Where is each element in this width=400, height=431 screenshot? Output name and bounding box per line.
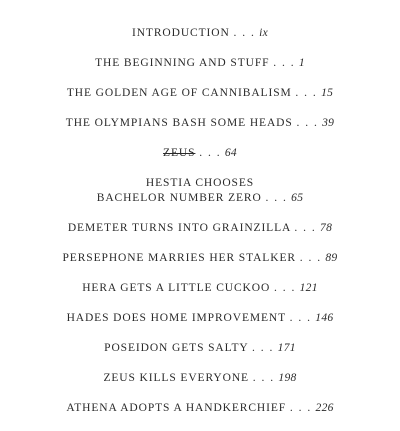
toc-entry-persephone — [0, 251, 400, 266]
toc-entry-hera — [0, 281, 400, 296]
toc-leader: . . . — [296, 117, 319, 129]
toc-page-number: 171 — [277, 342, 296, 354]
toc-entry-zeus-kills — [0, 371, 400, 386]
toc-entry-hestia — [0, 176, 400, 206]
toc-leader: . . . — [199, 147, 222, 159]
toc-entry-title: DEMETER TURNS INTO GRAINZILLA — [67, 222, 291, 234]
toc-leader: . . . — [265, 192, 288, 204]
toc-page-number: 1 — [298, 57, 305, 69]
toc-entry-title: ZEUS — [163, 147, 196, 159]
toc-page-number: 198 — [278, 372, 297, 384]
toc-entry-hades — [0, 311, 400, 326]
toc-entry-olympians — [0, 116, 400, 131]
toc-entry-title: PERSEPHONE MARRIES HER STALKER — [62, 252, 296, 264]
toc-leader: . . . — [289, 312, 312, 324]
toc-entry-zeus-struck — [0, 146, 400, 161]
toc-entry-title: THE OLYMPIANS BASH SOME HEADS — [65, 117, 293, 129]
toc-entry-title: THE BEGINNING AND STUFF — [95, 57, 270, 69]
toc-page-number: 89 — [325, 252, 338, 264]
toc-page-number: 39 — [322, 117, 335, 129]
toc-entry-title-line-2: BACHELOR NUMBER ZERO — [96, 192, 262, 204]
toc-entry-golden-age — [0, 86, 400, 101]
toc-leader: . . . — [252, 342, 274, 354]
toc-entry-title: POSEIDON GETS SALTY — [104, 342, 249, 354]
toc-page-number: 15 — [321, 87, 334, 99]
toc-page-number: 65 — [291, 192, 304, 204]
toc-page-number: 64 — [224, 147, 237, 159]
toc-entry-title: HADES DOES HOME IMPROVEMENT — [66, 312, 286, 324]
toc-leader: . . . — [294, 222, 317, 234]
toc-leader: . . . — [233, 27, 256, 39]
table-of-contents — [0, 26, 400, 431]
toc-entry-introduction — [0, 26, 400, 41]
toc-leader: . . . — [299, 252, 322, 264]
toc-entry-title-line-1: HESTIA CHOOSES — [145, 177, 255, 189]
toc-entry-title: THE GOLDEN AGE OF CANNIBALISM — [66, 87, 292, 99]
toc-entry-demeter — [0, 221, 400, 236]
toc-leader: . . . — [252, 372, 275, 384]
toc-leader: . . . — [289, 402, 312, 414]
toc-entry-title: ZEUS KILLS EVERYONE — [103, 372, 249, 384]
toc-page-number: 146 — [315, 312, 334, 324]
toc-leader: . . . — [273, 282, 296, 294]
toc-entry-athena — [0, 401, 400, 416]
toc-entry-title: ATHENA ADOPTS A HANDKERCHIEF — [66, 402, 287, 414]
toc-page-number: 78 — [320, 222, 333, 234]
toc-entry-beginning — [0, 56, 400, 71]
toc-page-number: ix — [259, 27, 269, 39]
toc-entry-title: HERA GETS A LITTLE CUCKOO — [82, 282, 271, 294]
toc-leader: . . . — [273, 57, 296, 69]
toc-entry-poseidon — [0, 341, 400, 356]
toc-page-number: 226 — [315, 402, 334, 414]
toc-leader: . . . — [295, 87, 318, 99]
toc-entry-title: INTRODUCTION — [131, 27, 230, 39]
toc-page-number: 121 — [299, 282, 318, 294]
